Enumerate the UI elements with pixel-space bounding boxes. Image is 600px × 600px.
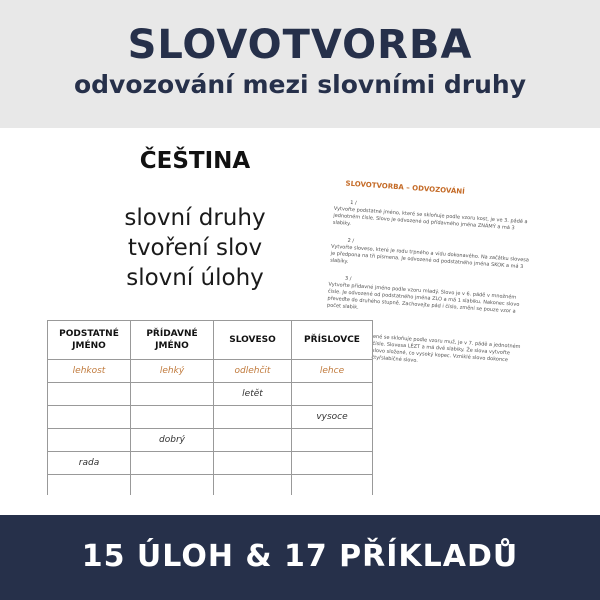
- preview-task: ené se skloňuje podle vzoru muž, je v 7. pádě a jednotném čísle. Slovesa LÉZT a má dvě slabiky. Že slova vytvořte slovo složené, co vysoký kopec. Vzniklé slovo dokonce čtyřslabičné slovo.: [371, 333, 521, 364]
- table-cell: [131, 475, 214, 496]
- table-cell: [214, 452, 292, 475]
- table-row: [48, 406, 373, 429]
- preview-task: 1 / Vytvořte podstatné jméno, které se skloňuje podle vzoru kost, je ve 3. pádě a jednotném čísle. Slovo je odvozené od přídavného jména ZNÁMÝ a má 3 slabiky.: [332, 199, 528, 232]
- table-cell: [48, 383, 131, 406]
- preview-title: SLOVOTVORBA – ODVOZOVÁNÍ: [345, 179, 466, 196]
- table-cell: dobrý: [131, 429, 214, 452]
- header-band: [0, 0, 600, 128]
- preview-task: 3 / Vytvořte přídavné jméno podle vzoru mladý. Slovo je v 6. pádě v množném čísle. Je odvozené od podstatného jména ZLO a má 1 slabiku. Nakonec slovo převeďte do druhého stupně. Zachovejte pád i číslo, změní se pouze vzor a počet slabik.: [326, 275, 520, 315]
- table-cell: vysoce: [292, 406, 373, 429]
- table-cell: [131, 383, 214, 406]
- table-cell: [214, 429, 292, 452]
- column-header: PŘÍSLOVCE: [292, 321, 373, 360]
- topic-list: [95, 203, 295, 293]
- page-title: SLOVOTVORBA: [127, 22, 473, 68]
- table-cell: [48, 429, 131, 452]
- table-cell: [292, 429, 373, 452]
- table-cell: odlehčit: [214, 360, 292, 383]
- table-cell: [214, 475, 292, 496]
- table-cell: lehkost: [48, 360, 131, 383]
- table-cell: [292, 383, 373, 406]
- table-row: [48, 475, 373, 496]
- topic-item: slovní druhy: [124, 205, 266, 231]
- example-row: [48, 360, 373, 383]
- table-cell: [214, 406, 292, 429]
- table-cell: letět: [214, 383, 292, 406]
- topic-item: slovní úlohy: [126, 265, 264, 291]
- column-header: PŘÍDAVNÉ JMÉNO: [131, 321, 214, 360]
- subject-label: ČEŠTINA: [139, 148, 251, 174]
- table-cell: lehký: [131, 360, 214, 383]
- word-formation-table: [47, 320, 373, 495]
- column-header: SLOVESO: [214, 321, 292, 360]
- table-cell: [48, 475, 131, 496]
- table-cell: [131, 452, 214, 475]
- table-cell: [292, 452, 373, 475]
- table-cell: lehce: [292, 360, 373, 383]
- page-subtitle: odvozování mezi slovními druhy: [73, 70, 527, 99]
- table-header-row: [48, 321, 373, 360]
- table-row: [48, 429, 373, 452]
- footer-text: 15 ÚLOH & 17 PŘÍKLADŮ: [81, 539, 519, 574]
- table-cell: [131, 406, 214, 429]
- table-row: [48, 452, 373, 475]
- preview-task: 2 / Vytvořte sloveso, které je rodu trpného a vidu dokonavého. Na začátku slovesa je předpona na tři písmena. Je odvozené od podstatného jména SKOK a má 3 slabiky.: [329, 237, 530, 271]
- topic-item: tvoření slov: [127, 235, 263, 261]
- column-header: PODSTATNÉ JMÉNO: [48, 321, 131, 360]
- table-cell: rada: [48, 452, 131, 475]
- table-row: [48, 383, 373, 406]
- table-cell: [292, 475, 373, 496]
- footer-band: [0, 515, 600, 600]
- table-cell: [48, 406, 131, 429]
